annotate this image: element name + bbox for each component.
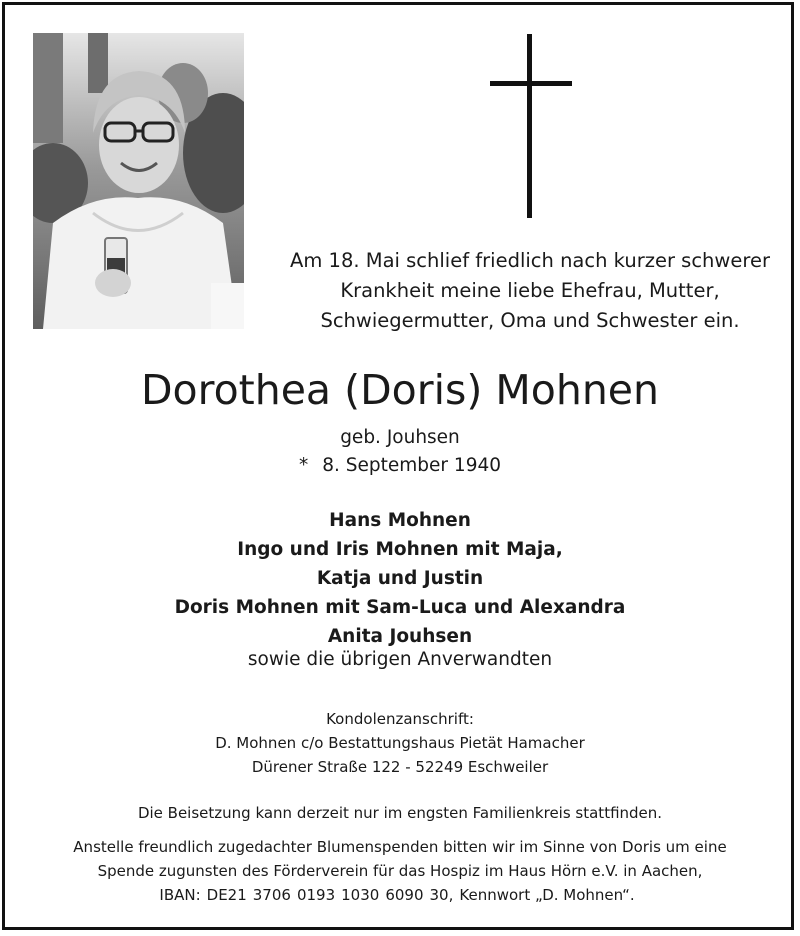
intro-text xyxy=(280,246,780,336)
donation-line: Anstelle freundlich zugedachter Blumenspenden bitten wir im Sinne von Doris um eine xyxy=(73,838,727,856)
donation-request xyxy=(0,835,800,907)
maiden-name: geb. Jouhsen xyxy=(340,427,460,448)
birth-symbol: * xyxy=(299,455,309,476)
birth-info xyxy=(0,424,800,480)
portrait-photo xyxy=(33,33,244,329)
iban-group: 0193 xyxy=(296,886,336,904)
iban-group: 6090 xyxy=(385,886,424,904)
iban-group: 3706 xyxy=(252,886,291,904)
iban-line xyxy=(0,883,800,907)
family-line: Doris Mohnen mit Sam-Luca und Alexandra xyxy=(174,597,626,618)
deceased-name: Dorothea (Doris) Mohnen xyxy=(140,366,660,414)
intro-line: Schwiegermutter, Oma und Schwester ein. xyxy=(320,309,740,332)
family-line: Katja und Justin xyxy=(316,568,484,589)
family-line: Hans Mohnen xyxy=(329,510,471,531)
family-line: Anita Jouhsen xyxy=(327,626,473,647)
cross-icon xyxy=(490,34,572,218)
family-line: Ingo und Iris Mohnen mit Maja, xyxy=(237,539,563,560)
condolence-label: Kondolenzanschrift: xyxy=(326,710,474,728)
birth-date-line xyxy=(0,452,800,480)
condolence-line: Dürener Straße 122 - 52249 Eschweiler xyxy=(251,758,549,776)
birth-date: 8. September 1940 xyxy=(322,455,501,476)
iban-group: 30, xyxy=(429,886,454,904)
condolence-address xyxy=(0,707,800,779)
intro-line: Am 18. Mai schlief friedlich nach kurzer schwerer xyxy=(290,249,770,272)
iban-label: IBAN: xyxy=(159,886,201,904)
burial-notice: Die Beisetzung kann derzeit nur im engsten Familienkreis stattfinden. xyxy=(137,804,663,822)
iban-group: DE21 xyxy=(206,886,247,904)
iban-group: 1030 xyxy=(341,886,380,904)
donation-keyword: Kennwort „D. Mohnen“. xyxy=(459,886,635,904)
family-list xyxy=(0,506,800,651)
intro-line: Krankheit meine liebe Ehefrau, Mutter, xyxy=(340,279,720,302)
relatives-line: sowie die übrigen Anverwandten xyxy=(247,649,553,670)
donation-line: Spende zugunsten des Förderverein für das Hospiz im Haus Hörn e.V. in Aachen, xyxy=(97,862,703,880)
condolence-line: D. Mohnen c/o Bestattungshaus Pietät Hamacher xyxy=(215,734,585,752)
